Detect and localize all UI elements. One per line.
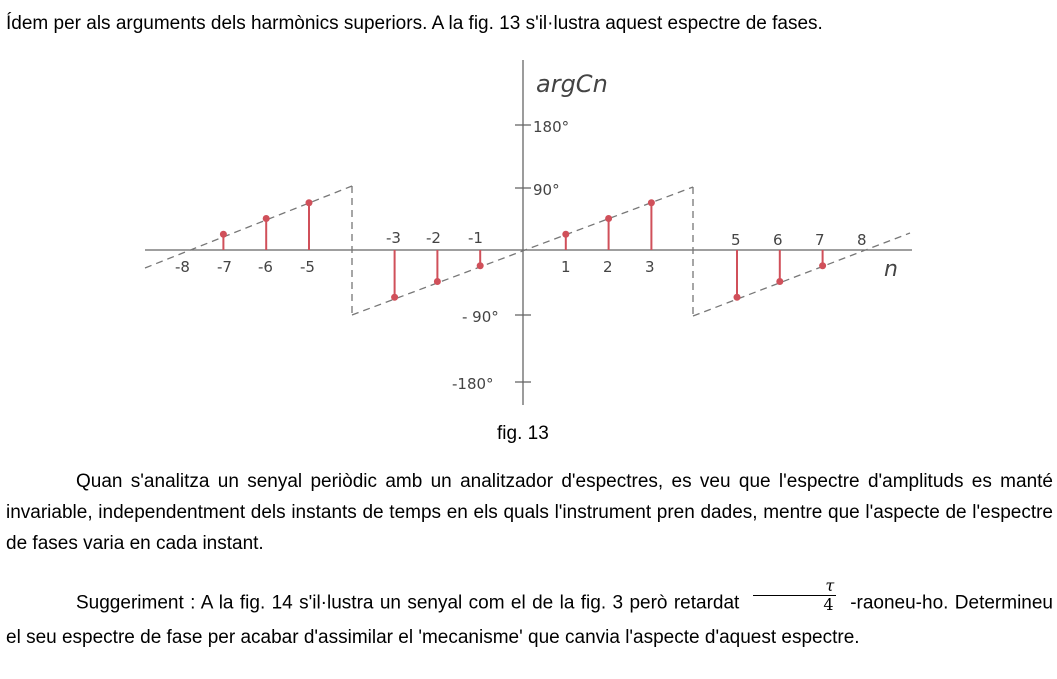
n-label-minus-7: -7 bbox=[217, 258, 232, 276]
stem-point-n6 bbox=[776, 278, 783, 285]
paragraph-2-before: Suggeriment : A la fig. 14 s'il·lustra un senyal com el de la fig. 3 però retardat bbox=[76, 592, 740, 614]
paragraph-1: Quan s'analitza un senyal periòdic amb un analitzador d'espectres, es veu que l'espectre d'amplituds es manté invariable, independentment dels instants de temps en els quals l'instrument pren dades, mentre que l'aspecte de l'espectre de fases varia en cada instant. bbox=[6, 471, 1053, 554]
x-axis-label: n bbox=[884, 257, 898, 282]
n-label-minus-6: -6 bbox=[258, 258, 273, 276]
n-label-1: 1 bbox=[561, 258, 571, 276]
n-label-2: 2 bbox=[603, 258, 613, 276]
paragraph-2-after: -raoneu-ho. Determineu el seu espectre de fase per acabar d'assimilar el 'mecanisme' que canvia l'aspecte d'aquest espectre. bbox=[6, 592, 1054, 648]
n-label-5: 5 bbox=[731, 231, 741, 249]
stem-point-n3 bbox=[648, 199, 655, 206]
ytick-label-minus-90: - 90° bbox=[462, 308, 499, 326]
ytick-label-90: 90° bbox=[533, 181, 560, 199]
stem-point-n5 bbox=[734, 294, 741, 301]
sawtooth-envelope bbox=[145, 186, 910, 316]
n-label-minus-1: -1 bbox=[468, 229, 483, 247]
fraction-numerator: τ bbox=[753, 577, 836, 596]
ytick-label-180: 180° bbox=[533, 118, 570, 136]
stem-point-n-6 bbox=[263, 215, 270, 222]
n-label-minus-3: -3 bbox=[386, 229, 401, 247]
fraction-denominator: 4 bbox=[823, 595, 834, 614]
n-label-7: 7 bbox=[815, 231, 825, 249]
stem-point-n1 bbox=[562, 231, 569, 238]
stem-point-n-5 bbox=[306, 199, 313, 206]
n-label-minus-5: -5 bbox=[300, 258, 315, 276]
intro-text: Ídem per als arguments dels harmònics superiors. A la fig. 13 s'il·lustra aquest espectre de fases. bbox=[6, 13, 823, 34]
stem-point-n-1 bbox=[477, 262, 484, 269]
n-label-6: 6 bbox=[773, 231, 783, 249]
stem-point-n-2 bbox=[434, 278, 441, 285]
ytick-label-minus-180: -180° bbox=[452, 375, 494, 393]
stem-point-n-3 bbox=[391, 294, 398, 301]
n-label-minus-2: -2 bbox=[426, 229, 441, 247]
paragraph-2 bbox=[6, 576, 1054, 653]
y-axis-label: argCn bbox=[536, 70, 608, 98]
n-label-3: 3 bbox=[645, 258, 655, 276]
stem-point-n2 bbox=[605, 215, 612, 222]
n-label-minus-8: -8 bbox=[175, 258, 190, 276]
n-label-8: 8 bbox=[857, 231, 867, 249]
stem-point-n7 bbox=[819, 262, 826, 269]
tau-over-4-fraction bbox=[753, 577, 836, 614]
stem-point-n-7 bbox=[220, 231, 227, 238]
figure-caption: fig. 13 bbox=[497, 423, 549, 444]
